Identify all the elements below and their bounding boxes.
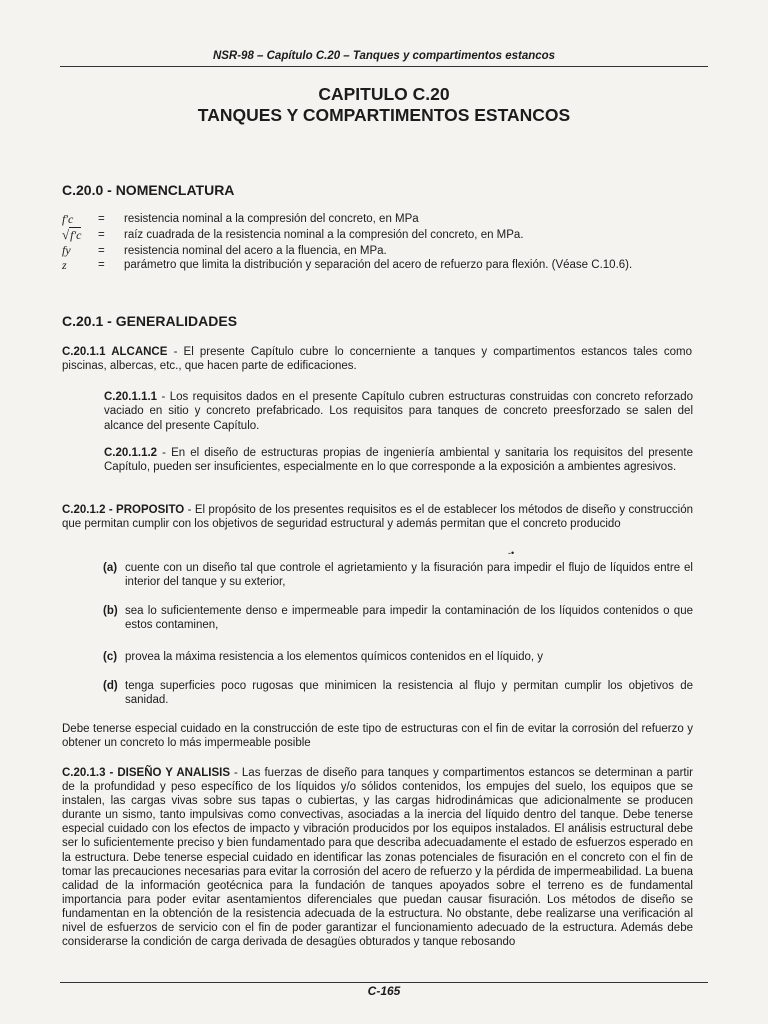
running-head: NSR-98 – Capítulo C.20 – Tanques y compartimentos estancos [212,50,556,62]
item-label: (c) [103,651,118,663]
item-text: sea lo suficientemente denso e impermeable para impedir la contaminación de los líquidos contenidos o que estos contaminen, [125,605,693,632]
list-item [103,650,693,664]
clause-label: C.20.1.1.1 [104,391,158,403]
paragraph-diseno-analisis [62,766,693,949]
nomenclature-item [60,212,710,227]
nomenclature-heading: C.20.0 - NOMENCLATURA [62,182,235,198]
clause-text: - Las fuerzas de diseño para tanques y compartimentos estancos se determinan a partir de la profundidad y peso específico de los líquidos y/o sólidos contenidos, los empujes del suelo, los equipos que se instalen, las cargas vivas sobre sus tapas o cubiertas, y las cargas hidrodinámicas que adicionalmente se producen durante un sismo, tanto impulsivas como convectivas, asociadas a la inercia del líquido dentro del tanque. Debe tenerse especial cuidado con los efectos de impacto y vibración producidos por los equipos instalados. El análisis estructural debe ser lo suficientemente preciso y bien fundamentado para que describa adecuadamente el estado de esfuerzos esperado en la estructura. Debe tenerse especial cuidado en identificar las zonas potenciales de fisuración en el concreto con el fin de tomar las precauciones necesarias para evitar la corrosión del acero de refuerzo y la pérdida de impermeabilidad. La buena calidad de la información geotécnica para la fundación de tanques apoyados sobre el terreno es de fundamental importancia para poder evitar asentamientos diferenciales que puedan causar fisuración. Los métodos de diseño se fundamentan en la obtención de la resistencia adecuada de la estructura. No obstante, debe realizarse una verificación al nivel de esfuerzos de servicio con el fin de poder garantizar el funcionamiento adecuado de la estructura. Además debe considerarse la condición de carga derivada de desagües obturados y tanque rebosando [62,767,693,949]
item-text: cuente con un diseño tal que controle el agrietamiento y la fisuración para impedir el flujo de líquidos entre el interior del tanque y su exterior, [125,562,693,589]
chapter-name: TANQUES Y COMPARTIMENTOS ESTANCOS [197,105,571,125]
equals-sign: = [98,229,105,241]
nomenclature-item [60,244,710,259]
paragraph-proposito [62,503,693,532]
paragraph-c20-1-1-2 [104,446,693,475]
nomenclature-item [60,227,710,244]
list-item [103,561,693,590]
nomenclature-definition: resistencia nominal a la compresión del concreto, en MPa [124,213,419,226]
equals-sign: = [98,259,105,272]
item-label: (d) [103,680,118,692]
nomenclature-definition: resistencia nominal del acero a la fluencia, en MPa. [124,244,387,257]
nomenclature-list [60,212,710,273]
item-text: provea la máxima resistencia a los elementos químicos contenidos en el líquido, y [125,651,544,663]
symbol-sqrt-fc [60,227,98,243]
symbol-fy: fy [62,243,71,258]
header-rule [60,66,708,67]
nomenclature-item [60,258,710,273]
footer-rule [60,982,708,983]
clause-text: - El presente Capítulo cubre lo concerniente a tanques y compartimentos estancos tales como piscinas, albercas, etc., que hacen parte de edificaciones. [62,346,692,373]
page-number: C-165 [367,984,401,998]
clause-label: C.20.1.3 - DISEÑO Y ANALISIS [62,767,231,779]
nomenclature-definition: raíz cuadrada de la resistencia nominal a la compresión del concreto, en MPa. [124,229,524,241]
paragraph-alcance [62,345,692,374]
clause-label: C.20.1.2 - PROPOSITO [62,504,185,516]
symbol-z: z [62,257,67,272]
clause-text: - El propósito de los presentes requisitos es el de establecer los métodos de diseño y construcción que permitan cumplir con los objetivos de seguridad estructural y además permitan que el concreto producido [62,504,694,531]
chapter-number: CAPITULO C.20 [318,84,450,104]
chapter-title [60,84,708,126]
equals-sign: = [98,244,105,257]
generalidades-heading: C.20.1 - GENERALIDADES [62,313,238,329]
symbol-fc: f′c [62,211,74,226]
item-label: (a) [103,562,118,574]
item-text: tenga superficies poco rugosas que minimicen la resistencia al flujo y permitan cumplir los objetivos de sanidad. [125,680,693,707]
clause-label: C.20.1.1 ALCANCE [62,346,168,358]
list-item [103,679,693,708]
nomenclature-definition: parámetro que limita la distribución y separación del acero de refuerzo para flexión. (Véase C.10.6). [124,259,633,272]
paragraph-corrosion: Debe tenerse especial cuidado en la construcción de este tipo de estructuras con el fin de evitar la corrosión del refuerzo y obtener un concreto lo más impermeable posible [62,723,693,750]
list-item [103,604,693,633]
sqrt-symbol: √ f′c [62,227,82,242]
equals-sign: = [98,213,105,226]
clause-text: - Los requisitos dados en el presente Capítulo cubren estructuras construidas con concreto reforzado vaciado en sitio y concreto prefabricado. Los requisitos para tanques de concreto preesforzado se salen del alcance del presente Capítulo. [104,391,693,432]
paragraph-c20-1-1-1 [104,390,693,433]
item-label: (b) [103,605,118,617]
clause-text: - En el diseño de estructuras propias de ingeniería ambiental y sanitaria los requisitos del presente Capítulo, pueden ser insuficientes, especialmente en lo que corresponde a la exposición a ambientes agresivos. [104,447,693,474]
clause-label: C.20.1.1.2 [104,447,158,459]
scan-speck: ‑• [508,548,515,558]
